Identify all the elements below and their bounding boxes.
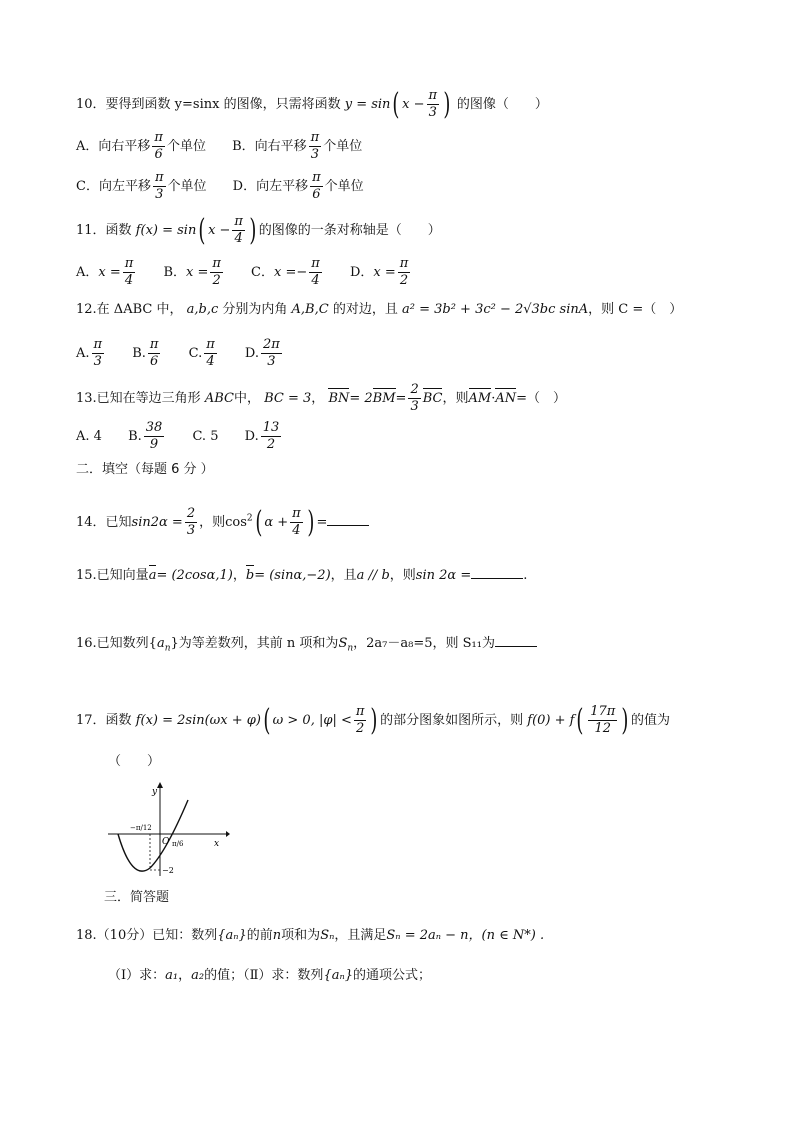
option-d[interactable]: D．x = $\frac{\pi}{2}$ (349, 256, 409, 288)
y-axis-arrow-icon (157, 782, 163, 788)
option-a[interactable]: A．x = $\frac{\pi}{4}$ (76, 256, 134, 288)
question-12: 12.在 ΔABC 中， a,b,c 分别为内角 A,B,C 的对边，且 a² = 3b² + 3c² − 2√3bc sinA，则 C =（ ） (76, 302, 683, 317)
sine-curve (118, 800, 188, 871)
question-10-stem: 10．要得到函数 y=sinx 的图像，只需将函数 (76, 97, 341, 112)
x-axis-arrow-icon (226, 831, 230, 837)
option-a[interactable]: A. $\frac{\pi}{3}$ (76, 337, 103, 369)
question-18-parts: （Ⅰ）求：a₁，a₂的值；（Ⅱ）求：数列{aₙ}的通项公式； (108, 968, 432, 983)
tick-left-label: −π/12 (130, 824, 152, 832)
tick-right-label: π/6 (172, 840, 184, 848)
question-17: 17．函数 f(x) = 2sin(ωx + φ)( ω > 0, |φ| < $\frac{\pi}{2}$ ) 的部分图象如图所示，则 f(0) + f( $\frac{17\pi}{12}$ ) 的值为 (76, 702, 671, 738)
option-b[interactable]: B. $\frac{\pi}{6}$ (132, 337, 159, 369)
section-heading-short-answer: 三．简答题 (104, 890, 170, 905)
question-10-options-row2 (76, 170, 386, 203)
question-10-func: y = sin (344, 97, 391, 112)
option-b[interactable]: B．x = $\frac{\pi}{2}$ (163, 256, 221, 288)
question-13: 13.已知在等边三角形 ABC中， BC = 3， BN= 2BM= $\frac{2}{3}$ BC，则AM·AN=（ ） (76, 382, 567, 414)
answer-blank[interactable] (327, 511, 369, 526)
section-heading-fill-in: 二．填空（每题 6 分 ） (76, 462, 214, 477)
option-c[interactable]: C. $\frac{\pi}{4}$ (188, 337, 215, 369)
question-17-answer-paren: （ ） (108, 754, 161, 769)
option-a[interactable]: A. 4 (76, 429, 102, 444)
answer-blank[interactable] (471, 564, 523, 579)
option-d[interactable]: D. $\frac{2\pi}{3}$ (244, 337, 280, 369)
option-c[interactable]: C．向左平移 $\frac{\pi}{3}$ 个单位 (76, 170, 207, 202)
question-11: 11．函数 f(x) = sin( x − $\frac{\pi}{4}$ ) 的图像的一条对称轴是（ ） (76, 212, 441, 248)
question-11-options (76, 256, 434, 289)
option-c[interactable]: C．x =− $\frac{\pi}{4}$ (251, 256, 320, 288)
sine-graph-figure (104, 780, 234, 880)
answer-blank[interactable] (495, 632, 537, 647)
option-b[interactable]: B．向右平移 $\frac{\pi}{3}$ 个单位 (232, 130, 363, 162)
option-d[interactable]: D. $\frac{13}{2}$ (244, 420, 280, 452)
question-14: 14．已知sin2α = $\frac{2}{3}$ ，则$\cos^2$( α + $\frac{\pi}{4}$ ) = (76, 506, 369, 539)
min-label: −2 (162, 866, 174, 875)
fraction: $\frac{\pi}{3}$ (428, 88, 438, 120)
question-18: 18.（10分）已知：数列{aₙ}的前n项和为Sₙ，且满足Sₙ = 2aₙ − n，(n ∈ N*) . (76, 928, 545, 943)
question-15: 15.已知向量a= (2cosα,1)，b= (sinα,−2)，且a // b，则sin 2α = . (76, 564, 527, 586)
origin-label: O (162, 837, 170, 847)
option-d[interactable]: D．向左平移 $\frac{\pi}{6}$ 个单位 (232, 170, 364, 202)
option-a[interactable]: A．向右平移 $\frac{\pi}{6}$ 个单位 (76, 130, 206, 162)
x-label: x (214, 839, 220, 849)
option-b[interactable]: B. $\frac{38}{9}$ (128, 420, 163, 452)
question-16: 16.已知数列$\{a_n\}$为等差数列，其前 n 项和为$S_n$，2a₇－a₈=5，则 S₁₁为 (76, 632, 537, 659)
option-c[interactable]: C. 5 (192, 429, 219, 444)
question-13-options (76, 420, 305, 453)
question-10-options-row1 (76, 130, 384, 163)
y-label: y (152, 787, 158, 797)
question-12-options (76, 337, 306, 370)
question-10: 10．要得到函数 y=sinx 的图像，只需将函数 y = sin( x − $\frac{\pi}{3}$ ) 的图像（ ） (76, 86, 548, 122)
